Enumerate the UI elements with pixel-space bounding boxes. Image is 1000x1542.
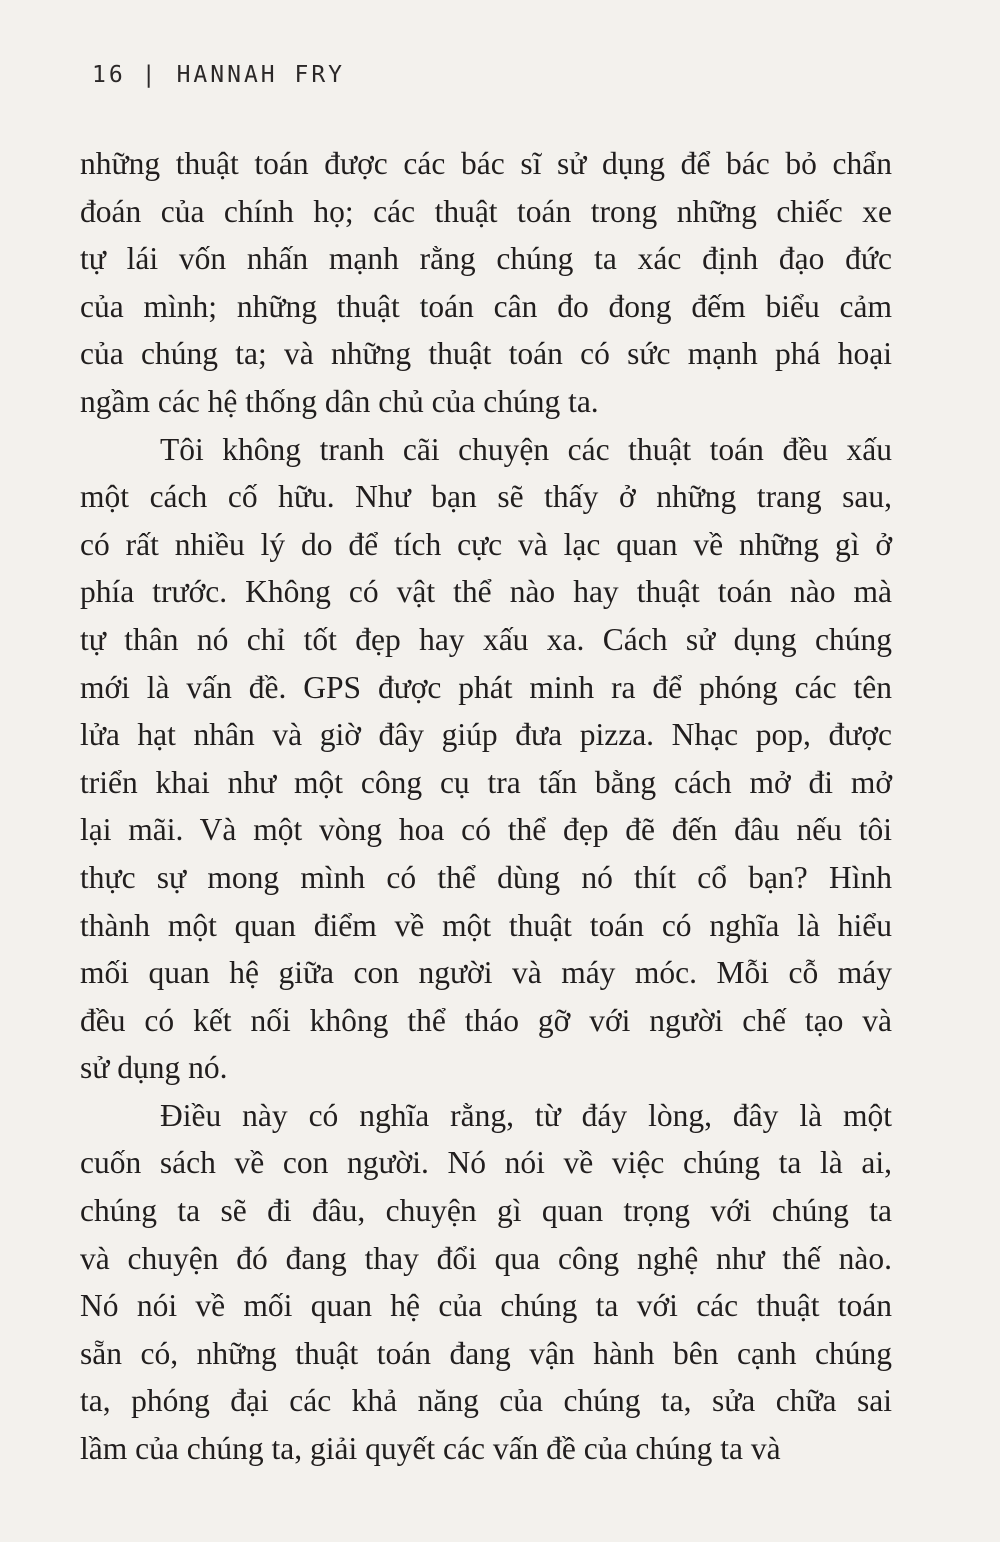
text-line: ta, phóng đại các khả năng của chúng ta, sửa chữa sai <box>80 1383 892 1419</box>
text-line: những thuật toán được các bác sĩ sử dụng để bác bỏ chẩn <box>80 146 892 181</box>
paragraph <box>80 426 892 1092</box>
text-line: mới là vấn đề. GPS được phát minh ra để phóng các tên <box>80 669 892 705</box>
text-line: triển khai như một công cụ tra tấn bằng cách mở đi mở <box>80 764 892 800</box>
page-number: 16 <box>92 62 126 88</box>
paragraph <box>80 140 892 426</box>
text-line: cuốn sách về con người. Nó nói về việc chúng ta là ai, <box>80 1145 892 1181</box>
author-name: HANNAH FRY <box>176 62 346 88</box>
text-line: và chuyện đó đang thay đổi qua công nghệ như thế nào. <box>80 1240 892 1276</box>
text-line: lại mãi. Và một vòng hoa có thể đẹp đẽ đến đâu nếu tôi <box>80 812 892 848</box>
text-line: đoán của chính họ; các thuật toán trong những chiếc xe <box>80 193 892 229</box>
text-line: phía trước. Không có vật thể nào hay thuật toán nào mà <box>80 574 892 610</box>
text-line: Điều này có nghĩa rằng, từ đáy lòng, đây là một <box>160 1097 892 1133</box>
text-line: mối quan hệ giữa con người và máy móc. Mỗi cỗ máy <box>80 955 892 991</box>
text-line: tự lái vốn nhấn mạnh rằng chúng ta xác định đạo đức <box>80 241 892 277</box>
text-line: lửa hạt nhân và giờ đây giúp đưa pizza. Nhạc pop, được <box>80 717 892 753</box>
text-line: lầm của chúng ta, giải quyết các vấn đề của chúng ta và <box>80 1431 781 1467</box>
text-line: của chúng ta; và những thuật toán có sức mạnh phá hoại <box>80 336 892 372</box>
text-line: sẵn có, những thuật toán đang vận hành bên cạnh chúng <box>80 1335 892 1371</box>
text-line: có rất nhiều lý do để tích cực và lạc quan về những gì ở <box>80 526 892 562</box>
text-line: ngầm các hệ thống dân chủ của chúng ta. <box>80 383 599 419</box>
text-line: Tôi không tranh cãi chuyện các thuật toán đều xấu <box>160 431 892 467</box>
body-text <box>80 140 892 1473</box>
running-head <box>92 62 345 88</box>
header-separator: | <box>141 62 159 88</box>
text-line: tự thân nó chỉ tốt đẹp hay xấu xa. Cách sử dụng chúng <box>80 621 892 657</box>
text-line: chúng ta sẽ đi đâu, chuyện gì quan trọng với chúng ta <box>80 1193 892 1229</box>
text-line: thành một quan điểm về một thuật toán có nghĩa là hiểu <box>80 907 892 943</box>
text-line: sử dụng nó. <box>80 1050 228 1086</box>
text-line: thực sự mong mình có thể dùng nó thít cổ bạn? Hình <box>80 859 892 895</box>
text-line: của mình; những thuật toán cân đo đong đếm biểu cảm <box>80 288 892 324</box>
text-line: một cách cố hữu. Như bạn sẽ thấy ở những trang sau, <box>80 479 892 515</box>
text-line: Nó nói về mối quan hệ của chúng ta với các thuật toán <box>80 1288 892 1324</box>
paragraph <box>80 1092 892 1473</box>
text-line: đều có kết nối không thể tháo gỡ với người chế tạo và <box>80 1002 892 1038</box>
